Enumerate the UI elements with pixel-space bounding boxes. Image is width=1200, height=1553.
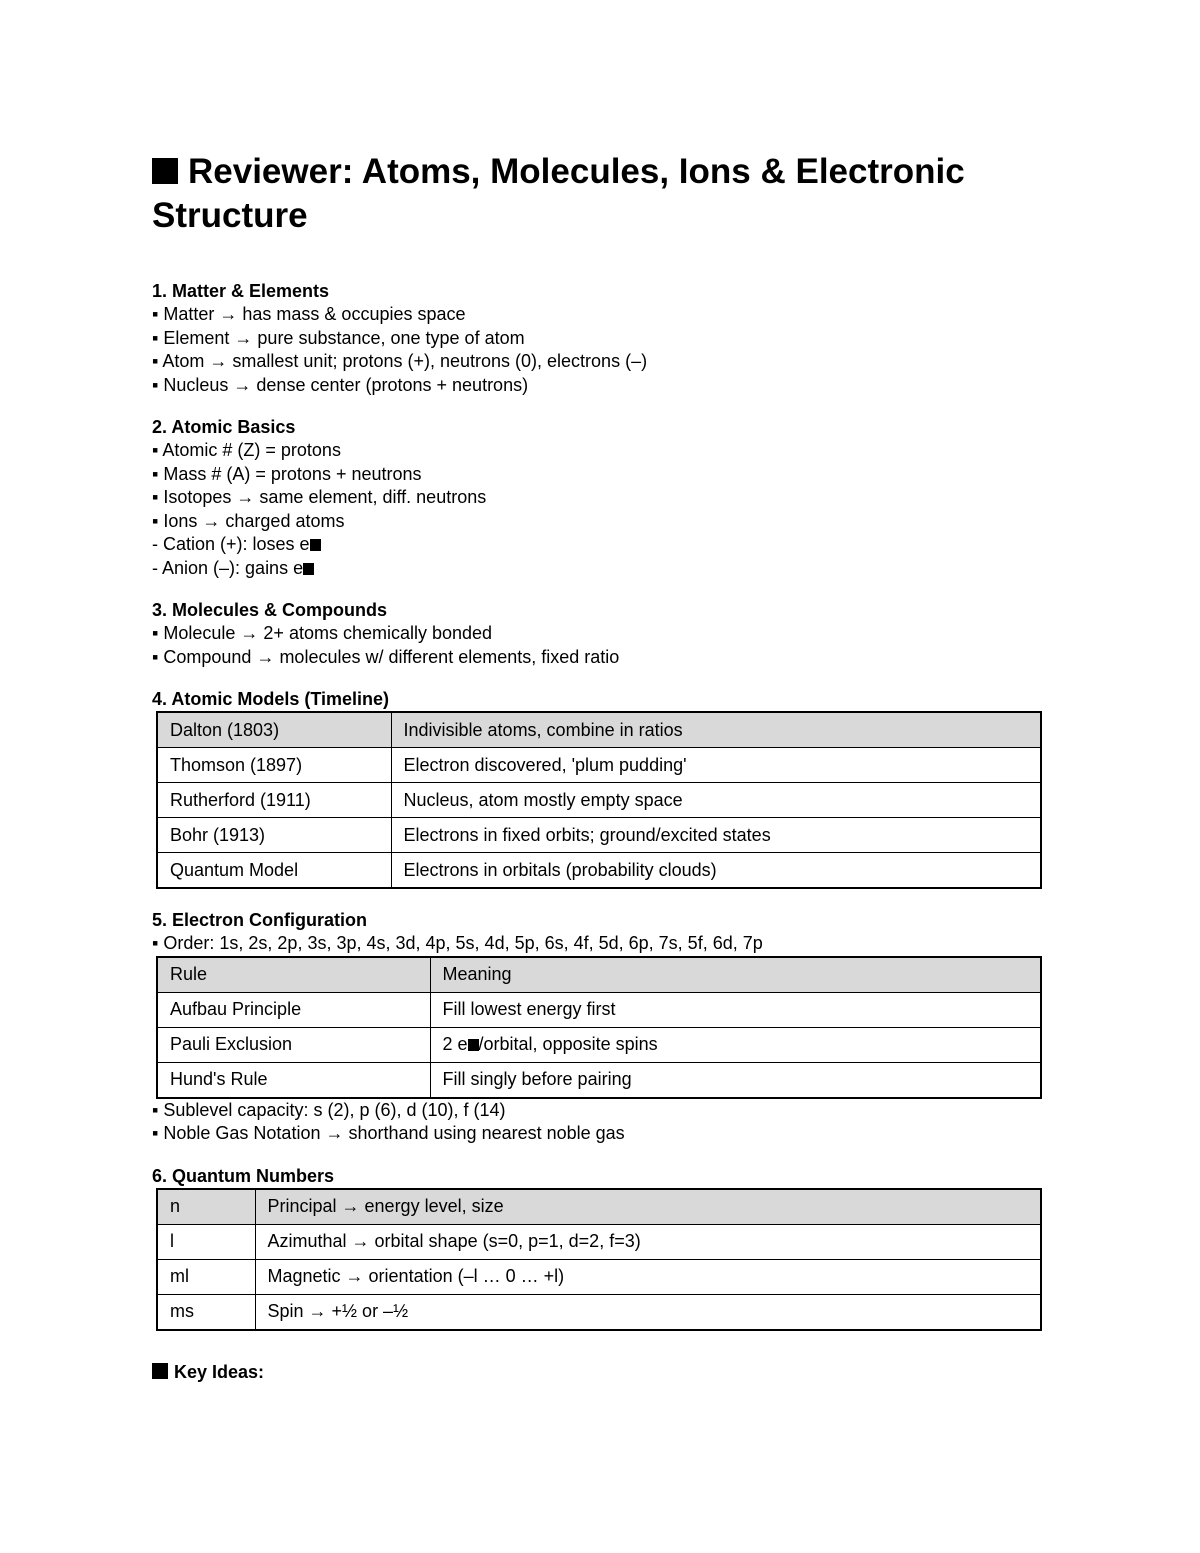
- table-cell: Nucleus, atom mostly empty space: [391, 783, 1041, 818]
- list-item: ▪ Isotopes → same element, diff. neutrons: [152, 487, 487, 507]
- table-row: [157, 783, 1041, 818]
- table-cell: l: [157, 1224, 255, 1259]
- table-row: [157, 1062, 1041, 1098]
- list-item: ▪ Atomic # (Z) = protons: [152, 440, 341, 460]
- list-item: ▪ Noble Gas Notation → shorthand using nearest noble gas: [152, 1123, 625, 1143]
- table-cell: Pauli Exclusion: [157, 1027, 430, 1062]
- page-title: Reviewer: Atoms, Molecules, Ions & Electronic Structure: [152, 152, 965, 235]
- atomic-models-table: [156, 711, 1042, 889]
- table-cell: Thomson (1897): [157, 748, 391, 783]
- table-cell: Azimuthal → orbital shape (s=0, p=1, d=2, f=3): [255, 1224, 1041, 1259]
- table-cell: Dalton (1803): [157, 712, 391, 748]
- key-ideas-heading: Key Ideas:: [152, 1361, 1044, 1384]
- table-cell: Fill lowest energy first: [430, 992, 1041, 1027]
- table-row: [157, 1224, 1041, 1259]
- list-item: ▪ Ions → charged atoms: [152, 510, 345, 531]
- section-5-heading: 5. Electron Configuration: [152, 910, 368, 930]
- table-cell: Spin → +½ or –½: [255, 1294, 1041, 1330]
- superscript-glyph-icon: [468, 1039, 479, 1051]
- table-cell: Aufbau Principle: [157, 992, 430, 1027]
- table-cell: Electrons in orbitals (probability clouds): [391, 853, 1041, 889]
- table-cell: Magnetic → orientation (–l … 0 … +l): [255, 1259, 1041, 1294]
- table-cell: Electrons in fixed orbits; ground/excited states: [391, 818, 1041, 853]
- table-row: [157, 712, 1041, 748]
- section-1-heading: 1. Matter & Elements: [152, 281, 330, 301]
- table-cell: Bohr (1913): [157, 818, 391, 853]
- table-cell: Principal → energy level, size: [255, 1189, 1041, 1225]
- table-cell: Hund's Rule: [157, 1062, 430, 1098]
- table-row: [157, 818, 1041, 853]
- table-row: [157, 853, 1041, 889]
- list-item: ▪ Molecule → 2+ atoms chemically bonded: [152, 623, 493, 643]
- table-row: [157, 748, 1041, 783]
- table-header-cell: Rule: [157, 957, 430, 993]
- table-cell: n: [157, 1189, 255, 1225]
- section-6-heading: 6. Quantum Numbers: [152, 1165, 335, 1186]
- superscript-glyph-icon: [310, 539, 321, 551]
- table-header-row: [157, 957, 1041, 993]
- list-item: ▪ Matter → has mass & occupies space: [152, 304, 466, 324]
- table-row: [157, 1294, 1041, 1330]
- list-item: ▪ Compound → molecules w/ different elements, fixed ratio: [152, 646, 620, 667]
- cation-line: - Cation (+): loses e: [152, 533, 1044, 557]
- list-item: ▪ Mass # (A) = protons + neutrons: [152, 463, 422, 484]
- section-3-heading: 3. Molecules & Compounds: [152, 600, 388, 620]
- document-page: [152, 150, 1044, 1384]
- table-cell: Quantum Model: [157, 853, 391, 889]
- table-cell: ml: [157, 1259, 255, 1294]
- anion-line: - Anion (–): gains e: [152, 557, 1044, 581]
- order-line: ▪ Order: 1s, 2s, 2p, 3s, 3p, 4s, 3d, 4p, 5s, 4d, 5p, 6s, 4f, 5d, 6p, 7s, 5f, 6d, 7p: [152, 933, 763, 953]
- table-row: [157, 1189, 1041, 1225]
- section-4-heading: 4. Atomic Models (Timeline): [152, 689, 390, 709]
- table-cell: 2 e /orbital, opposite spins: [430, 1027, 1041, 1062]
- list-item: ▪ Sublevel capacity: s (2), p (6), d (10), f (14): [152, 1099, 506, 1120]
- electron-rules-table: [156, 956, 1042, 1099]
- list-item: ▪ Atom → smallest unit; protons (+), neutrons (0), electrons (–): [152, 351, 648, 371]
- table-row: [157, 1027, 1041, 1062]
- table-cell: Electron discovered, 'plum pudding': [391, 748, 1041, 783]
- table-cell: Rutherford (1911): [157, 783, 391, 818]
- list-item: ▪ Element → pure substance, one type of atom: [152, 327, 525, 348]
- table-row: [157, 992, 1041, 1027]
- table-row: [157, 1259, 1041, 1294]
- list-item: ▪ Nucleus → dense center (protons + neutrons): [152, 374, 529, 395]
- section-2-heading: 2. Atomic Basics: [152, 417, 296, 437]
- black-square-icon: [152, 158, 178, 184]
- table-header-cell: Meaning: [430, 957, 1041, 993]
- table-cell: ms: [157, 1294, 255, 1330]
- table-cell: Indivisible atoms, combine in ratios: [391, 712, 1041, 748]
- black-square-icon: [152, 1363, 168, 1379]
- superscript-glyph-icon: [303, 563, 314, 575]
- table-cell: Fill singly before pairing: [430, 1062, 1041, 1098]
- quantum-numbers-table: [156, 1188, 1042, 1331]
